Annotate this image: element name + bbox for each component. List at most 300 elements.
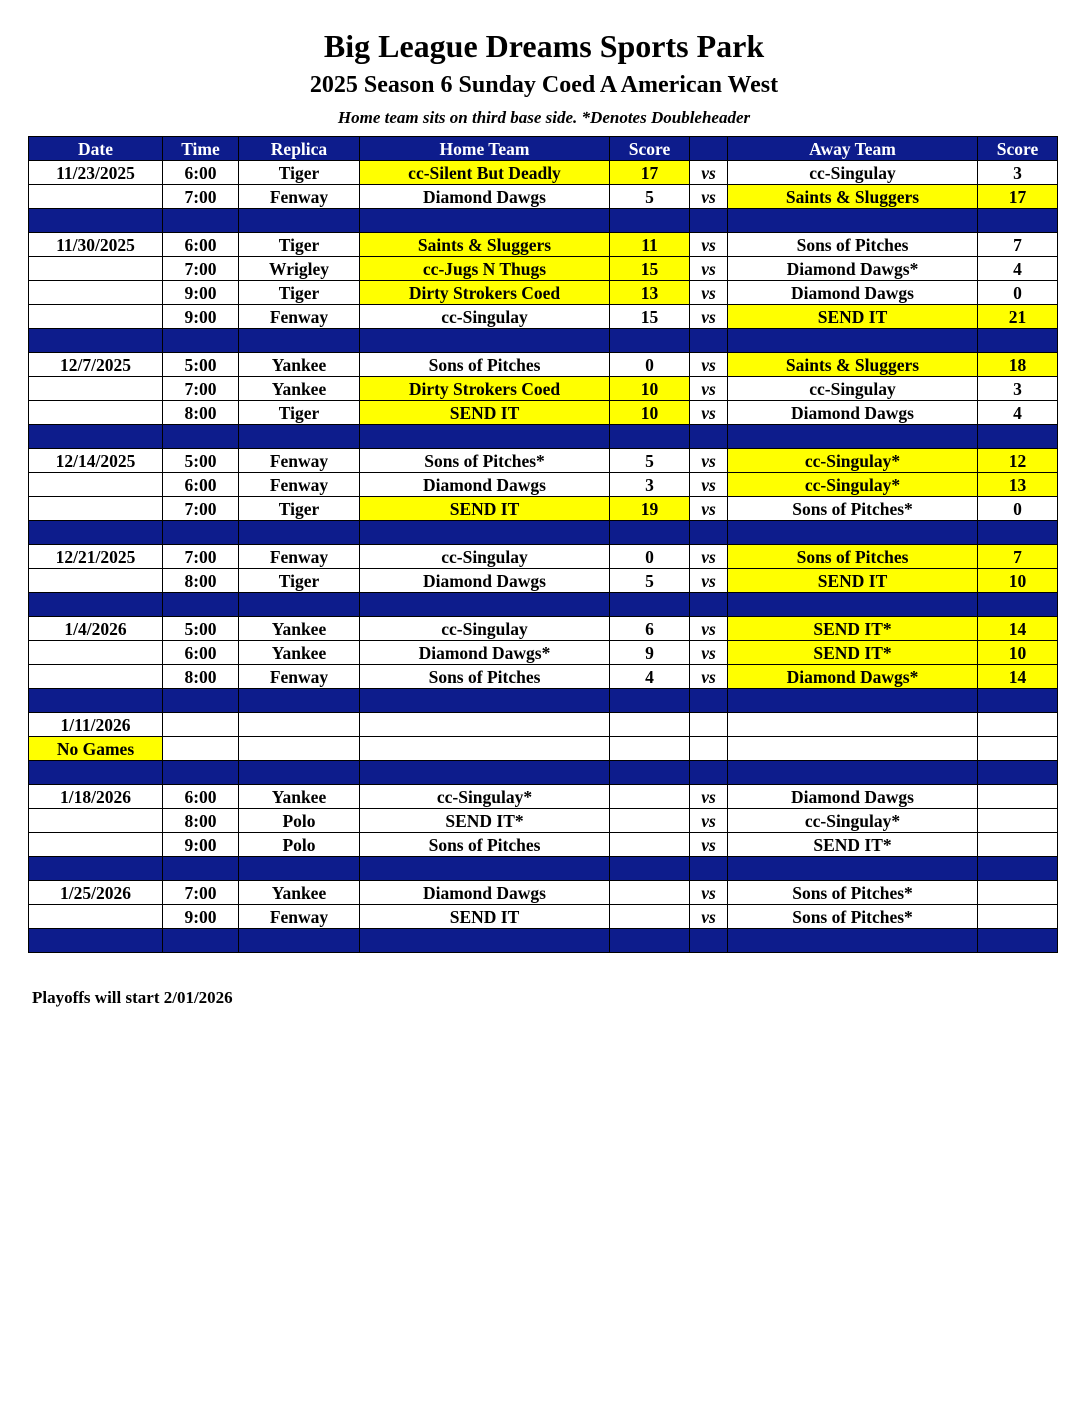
cell-away-team: cc-Singulay* [728, 809, 978, 833]
cell-vs: vs [690, 905, 728, 929]
header-home-team: Home Team [360, 137, 610, 161]
cell-away-score: 14 [978, 665, 1058, 689]
separator-cell [360, 209, 610, 233]
cell-vs: vs [690, 185, 728, 209]
cell-time: 9:00 [163, 305, 239, 329]
cell-away-score: 7 [978, 545, 1058, 569]
separator-cell [690, 929, 728, 953]
table-row [29, 641, 1058, 665]
separator-cell [610, 689, 690, 713]
separator-cell [29, 689, 163, 713]
cell-away-score: 3 [978, 377, 1058, 401]
cell-replica: Tiger [239, 401, 360, 425]
cell-time [163, 737, 239, 761]
cell-away-team: Diamond Dawgs* [728, 257, 978, 281]
cell-time [163, 713, 239, 737]
cell-home-team: cc-Silent But Deadly [360, 161, 610, 185]
separator-cell [239, 761, 360, 785]
cell-home-score [610, 785, 690, 809]
table-row [29, 185, 1058, 209]
cell-home-team: cc-Jugs N Thugs [360, 257, 610, 281]
cell-away-score: 7 [978, 233, 1058, 257]
cell-time: 8:00 [163, 569, 239, 593]
cell-away-score: 0 [978, 497, 1058, 521]
separator-cell [728, 593, 978, 617]
cell-home-team: SEND IT [360, 401, 610, 425]
separator-cell [690, 689, 728, 713]
cell-date: 11/23/2025 [29, 161, 163, 185]
separator-cell [978, 593, 1058, 617]
cell-home-team: Sons of Pitches [360, 665, 610, 689]
cell-date: 1/4/2026 [29, 617, 163, 641]
cell-home-team: Diamond Dawgs [360, 473, 610, 497]
cell-date: 1/25/2026 [29, 881, 163, 905]
cell-home-score: 4 [610, 665, 690, 689]
cell-time: 8:00 [163, 401, 239, 425]
separator-cell [29, 521, 163, 545]
cell-away-team: Saints & Sluggers [728, 353, 978, 377]
table-row [29, 833, 1058, 857]
separator-cell [360, 425, 610, 449]
cell-away-score [978, 809, 1058, 833]
cell-away-team: Diamond Dawgs [728, 785, 978, 809]
cell-time: 9:00 [163, 905, 239, 929]
cell-date [29, 641, 163, 665]
separator-cell [163, 521, 239, 545]
cell-date: 12/21/2025 [29, 545, 163, 569]
cell-home-score: 5 [610, 569, 690, 593]
separator-row [29, 929, 1058, 953]
separator-cell [978, 329, 1058, 353]
table-row [29, 449, 1058, 473]
separator-cell [239, 857, 360, 881]
cell-time: 7:00 [163, 377, 239, 401]
cell-away-score: 17 [978, 185, 1058, 209]
separator-cell [29, 425, 163, 449]
page-title: Big League Dreams Sports Park [323, 28, 765, 64]
cell-home-score: 5 [610, 185, 690, 209]
separator-cell [610, 329, 690, 353]
cell-replica: Fenway [239, 185, 360, 209]
separator-cell [610, 929, 690, 953]
cell-replica: Tiger [239, 233, 360, 257]
cell-home-score: 5 [610, 449, 690, 473]
cell-vs [690, 737, 728, 761]
cell-vs: vs [690, 785, 728, 809]
cell-away-score: 4 [978, 401, 1058, 425]
cell-date [29, 281, 163, 305]
cell-home-team: SEND IT [360, 905, 610, 929]
cell-date [29, 809, 163, 833]
cell-time: 7:00 [163, 185, 239, 209]
cell-time: 7:00 [163, 257, 239, 281]
cell-vs: vs [690, 809, 728, 833]
header-row [29, 137, 1058, 161]
cell-date: 12/14/2025 [29, 449, 163, 473]
cell-time: 9:00 [163, 281, 239, 305]
cell-home-team: Diamond Dawgs [360, 569, 610, 593]
cell-replica [239, 737, 360, 761]
separator-cell [978, 761, 1058, 785]
cell-away-team: Sons of Pitches [728, 233, 978, 257]
cell-time: 7:00 [163, 881, 239, 905]
cell-home-score: 3 [610, 473, 690, 497]
cell-away-team: Sons of Pitches [728, 545, 978, 569]
cell-home-score [610, 737, 690, 761]
cell-away-score: 10 [978, 641, 1058, 665]
cell-time: 6:00 [163, 641, 239, 665]
cell-home-score: 13 [610, 281, 690, 305]
table-row [29, 881, 1058, 905]
separator-cell [690, 425, 728, 449]
cell-away-score [978, 713, 1058, 737]
cell-date [29, 305, 163, 329]
separator-cell [610, 425, 690, 449]
separator-cell [239, 689, 360, 713]
cell-vs: vs [690, 569, 728, 593]
cell-away-team: cc-Singulay* [728, 449, 978, 473]
separator-cell [163, 857, 239, 881]
cell-home-team: cc-Singulay* [360, 785, 610, 809]
cell-replica: Yankee [239, 641, 360, 665]
cell-vs: vs [690, 353, 728, 377]
cell-away-team [728, 737, 978, 761]
cell-vs: vs [690, 449, 728, 473]
cell-away-team: SEND IT* [728, 617, 978, 641]
table-row [29, 233, 1058, 257]
cell-date [29, 401, 163, 425]
cell-time: 6:00 [163, 161, 239, 185]
table-row [29, 305, 1058, 329]
table-row [29, 785, 1058, 809]
table-row [29, 257, 1058, 281]
cell-replica: Polo [239, 809, 360, 833]
cell-away-score: 13 [978, 473, 1058, 497]
cell-home-score: 10 [610, 377, 690, 401]
cell-replica: Fenway [239, 905, 360, 929]
cell-date: 11/30/2025 [29, 233, 163, 257]
cell-replica: Fenway [239, 665, 360, 689]
schedule-body [29, 161, 1058, 953]
cell-time: 8:00 [163, 665, 239, 689]
separator-cell [239, 209, 360, 233]
cell-date [29, 185, 163, 209]
cell-home-team [360, 737, 610, 761]
cell-away-team: SEND IT* [728, 833, 978, 857]
cell-home-score: 9 [610, 641, 690, 665]
cell-time: 6:00 [163, 233, 239, 257]
separator-cell [239, 329, 360, 353]
cell-home-team: cc-Singulay [360, 545, 610, 569]
separator-cell [610, 209, 690, 233]
header-replica: Replica [239, 137, 360, 161]
cell-away-team: Diamond Dawgs [728, 401, 978, 425]
cell-home-score [610, 833, 690, 857]
cell-home-team: Dirty Strokers Coed [360, 281, 610, 305]
cell-away-score: 12 [978, 449, 1058, 473]
cell-time: 5:00 [163, 617, 239, 641]
separator-cell [360, 329, 610, 353]
cell-away-team: Sons of Pitches* [728, 881, 978, 905]
cell-date: No Games [29, 737, 163, 761]
cell-date [29, 905, 163, 929]
cell-replica: Tiger [239, 161, 360, 185]
cell-vs: vs [690, 233, 728, 257]
cell-away-score [978, 833, 1058, 857]
separator-cell [239, 593, 360, 617]
separator-cell [360, 761, 610, 785]
header-vs [690, 137, 728, 161]
cell-vs: vs [690, 881, 728, 905]
separator-cell [690, 761, 728, 785]
separator-cell [978, 929, 1058, 953]
separator-row [29, 425, 1058, 449]
cell-away-team: SEND IT [728, 305, 978, 329]
cell-away-team: Sons of Pitches* [728, 497, 978, 521]
cell-vs: vs [690, 401, 728, 425]
table-row [29, 545, 1058, 569]
cell-home-team: cc-Singulay [360, 305, 610, 329]
separator-cell [239, 425, 360, 449]
cell-date: 1/18/2026 [29, 785, 163, 809]
cell-replica: Polo [239, 833, 360, 857]
separator-cell [690, 329, 728, 353]
cell-vs: vs [690, 665, 728, 689]
cell-vs [690, 713, 728, 737]
cell-away-team: cc-Singulay [728, 377, 978, 401]
separator-cell [610, 857, 690, 881]
cell-replica: Tiger [239, 497, 360, 521]
cell-replica: Yankee [239, 881, 360, 905]
separator-cell [690, 209, 728, 233]
cell-away-team: Saints & Sluggers [728, 185, 978, 209]
header-away-score: Score [978, 137, 1058, 161]
cell-home-team: Sons of Pitches* [360, 449, 610, 473]
cell-home-score: 15 [610, 257, 690, 281]
cell-replica: Fenway [239, 305, 360, 329]
cell-date: 12/7/2025 [29, 353, 163, 377]
cell-away-score: 10 [978, 569, 1058, 593]
separator-cell [29, 929, 163, 953]
separator-cell [728, 329, 978, 353]
cell-away-score: 21 [978, 305, 1058, 329]
cell-home-team: Dirty Strokers Coed [360, 377, 610, 401]
cell-time: 8:00 [163, 809, 239, 833]
separator-cell [728, 761, 978, 785]
cell-home-score: 6 [610, 617, 690, 641]
cell-vs: vs [690, 617, 728, 641]
cell-away-team: SEND IT* [728, 641, 978, 665]
separator-cell [163, 929, 239, 953]
cell-replica: Fenway [239, 473, 360, 497]
cell-home-team: Sons of Pitches [360, 833, 610, 857]
cell-date: 1/11/2026 [29, 713, 163, 737]
cell-replica: Yankee [239, 785, 360, 809]
cell-away-score: 14 [978, 617, 1058, 641]
cell-time: 7:00 [163, 497, 239, 521]
cell-away-score [978, 881, 1058, 905]
cell-away-score [978, 737, 1058, 761]
separator-cell [29, 761, 163, 785]
cell-replica: Tiger [239, 281, 360, 305]
table-row [29, 617, 1058, 641]
table-row [29, 353, 1058, 377]
cell-replica: Yankee [239, 377, 360, 401]
cell-replica: Yankee [239, 353, 360, 377]
header-time: Time [163, 137, 239, 161]
cell-vs: vs [690, 641, 728, 665]
table-row [29, 737, 1058, 761]
cell-home-team: SEND IT* [360, 809, 610, 833]
playoffs-note: Playoffs will start 2/01/2026 [32, 988, 233, 1007]
separator-cell [163, 329, 239, 353]
separator-cell [163, 209, 239, 233]
cell-away-team: cc-Singulay [728, 161, 978, 185]
separator-cell [239, 929, 360, 953]
separator-cell [610, 521, 690, 545]
separator-cell [610, 761, 690, 785]
schedule-table [28, 136, 1058, 953]
cell-home-team: Diamond Dawgs [360, 185, 610, 209]
page-subtitle: 2025 Season 6 Sunday Coed A American West [309, 72, 779, 98]
separator-row [29, 857, 1058, 881]
cell-home-team: Diamond Dawgs [360, 881, 610, 905]
separator-row [29, 209, 1058, 233]
cell-vs: vs [690, 473, 728, 497]
cell-vs: vs [690, 161, 728, 185]
cell-replica [239, 713, 360, 737]
separator-row [29, 521, 1058, 545]
separator-cell [163, 689, 239, 713]
separator-cell [728, 857, 978, 881]
cell-vs: vs [690, 545, 728, 569]
header-away-team: Away Team [728, 137, 978, 161]
cell-home-score: 19 [610, 497, 690, 521]
separator-cell [728, 521, 978, 545]
cell-time: 9:00 [163, 833, 239, 857]
separator-cell [239, 521, 360, 545]
cell-vs: vs [690, 257, 728, 281]
separator-cell [728, 209, 978, 233]
cell-time: 5:00 [163, 353, 239, 377]
cell-home-score: 11 [610, 233, 690, 257]
cell-away-team: cc-Singulay* [728, 473, 978, 497]
cell-home-score [610, 809, 690, 833]
separator-cell [29, 329, 163, 353]
cell-away-team: Sons of Pitches* [728, 905, 978, 929]
separator-cell [690, 857, 728, 881]
cell-away-score: 18 [978, 353, 1058, 377]
cell-vs: vs [690, 833, 728, 857]
separator-cell [163, 425, 239, 449]
separator-cell [360, 593, 610, 617]
cell-home-score [610, 905, 690, 929]
cell-away-team [728, 713, 978, 737]
cell-away-team: Diamond Dawgs [728, 281, 978, 305]
cell-time: 7:00 [163, 545, 239, 569]
cell-replica: Tiger [239, 569, 360, 593]
separator-cell [978, 521, 1058, 545]
cell-date [29, 833, 163, 857]
separator-cell [360, 857, 610, 881]
header-home-score: Score [610, 137, 690, 161]
cell-away-score: 4 [978, 257, 1058, 281]
separator-row [29, 761, 1058, 785]
cell-home-team [360, 713, 610, 737]
cell-home-score [610, 713, 690, 737]
table-row [29, 665, 1058, 689]
cell-vs: vs [690, 305, 728, 329]
cell-home-team: cc-Singulay [360, 617, 610, 641]
separator-cell [978, 857, 1058, 881]
cell-away-score [978, 785, 1058, 809]
cell-date [29, 377, 163, 401]
separator-cell [163, 761, 239, 785]
cell-date [29, 569, 163, 593]
cell-time: 6:00 [163, 473, 239, 497]
separator-cell [610, 593, 690, 617]
table-row [29, 713, 1058, 737]
schedule-note: Home team sits on third base side. *Denotes Doubleheader [337, 108, 751, 127]
cell-date [29, 473, 163, 497]
cell-home-score: 17 [610, 161, 690, 185]
cell-away-score [978, 905, 1058, 929]
cell-home-team: Sons of Pitches [360, 353, 610, 377]
separator-cell [690, 593, 728, 617]
cell-replica: Fenway [239, 449, 360, 473]
separator-row [29, 593, 1058, 617]
separator-cell [728, 425, 978, 449]
cell-away-team: Diamond Dawgs* [728, 665, 978, 689]
cell-home-team: Diamond Dawgs* [360, 641, 610, 665]
separator-row [29, 689, 1058, 713]
cell-date [29, 665, 163, 689]
separator-cell [29, 209, 163, 233]
cell-time: 5:00 [163, 449, 239, 473]
separator-cell [360, 521, 610, 545]
cell-away-score: 3 [978, 161, 1058, 185]
separator-cell [728, 689, 978, 713]
cell-home-team: SEND IT [360, 497, 610, 521]
cell-replica: Wrigley [239, 257, 360, 281]
separator-cell [29, 857, 163, 881]
cell-home-team: Saints & Sluggers [360, 233, 610, 257]
separator-row [29, 329, 1058, 353]
separator-cell [978, 425, 1058, 449]
header-date: Date [29, 137, 163, 161]
table-row [29, 497, 1058, 521]
cell-home-score: 15 [610, 305, 690, 329]
cell-away-score: 0 [978, 281, 1058, 305]
cell-time: 6:00 [163, 785, 239, 809]
separator-cell [163, 593, 239, 617]
cell-vs: vs [690, 281, 728, 305]
table-row [29, 569, 1058, 593]
cell-date [29, 497, 163, 521]
cell-home-score: 0 [610, 353, 690, 377]
cell-home-score: 10 [610, 401, 690, 425]
separator-cell [690, 521, 728, 545]
cell-date [29, 257, 163, 281]
cell-replica: Fenway [239, 545, 360, 569]
cell-vs: vs [690, 377, 728, 401]
cell-home-score: 0 [610, 545, 690, 569]
separator-cell [360, 929, 610, 953]
table-row [29, 281, 1058, 305]
table-row [29, 905, 1058, 929]
cell-vs: vs [690, 497, 728, 521]
separator-cell [360, 689, 610, 713]
